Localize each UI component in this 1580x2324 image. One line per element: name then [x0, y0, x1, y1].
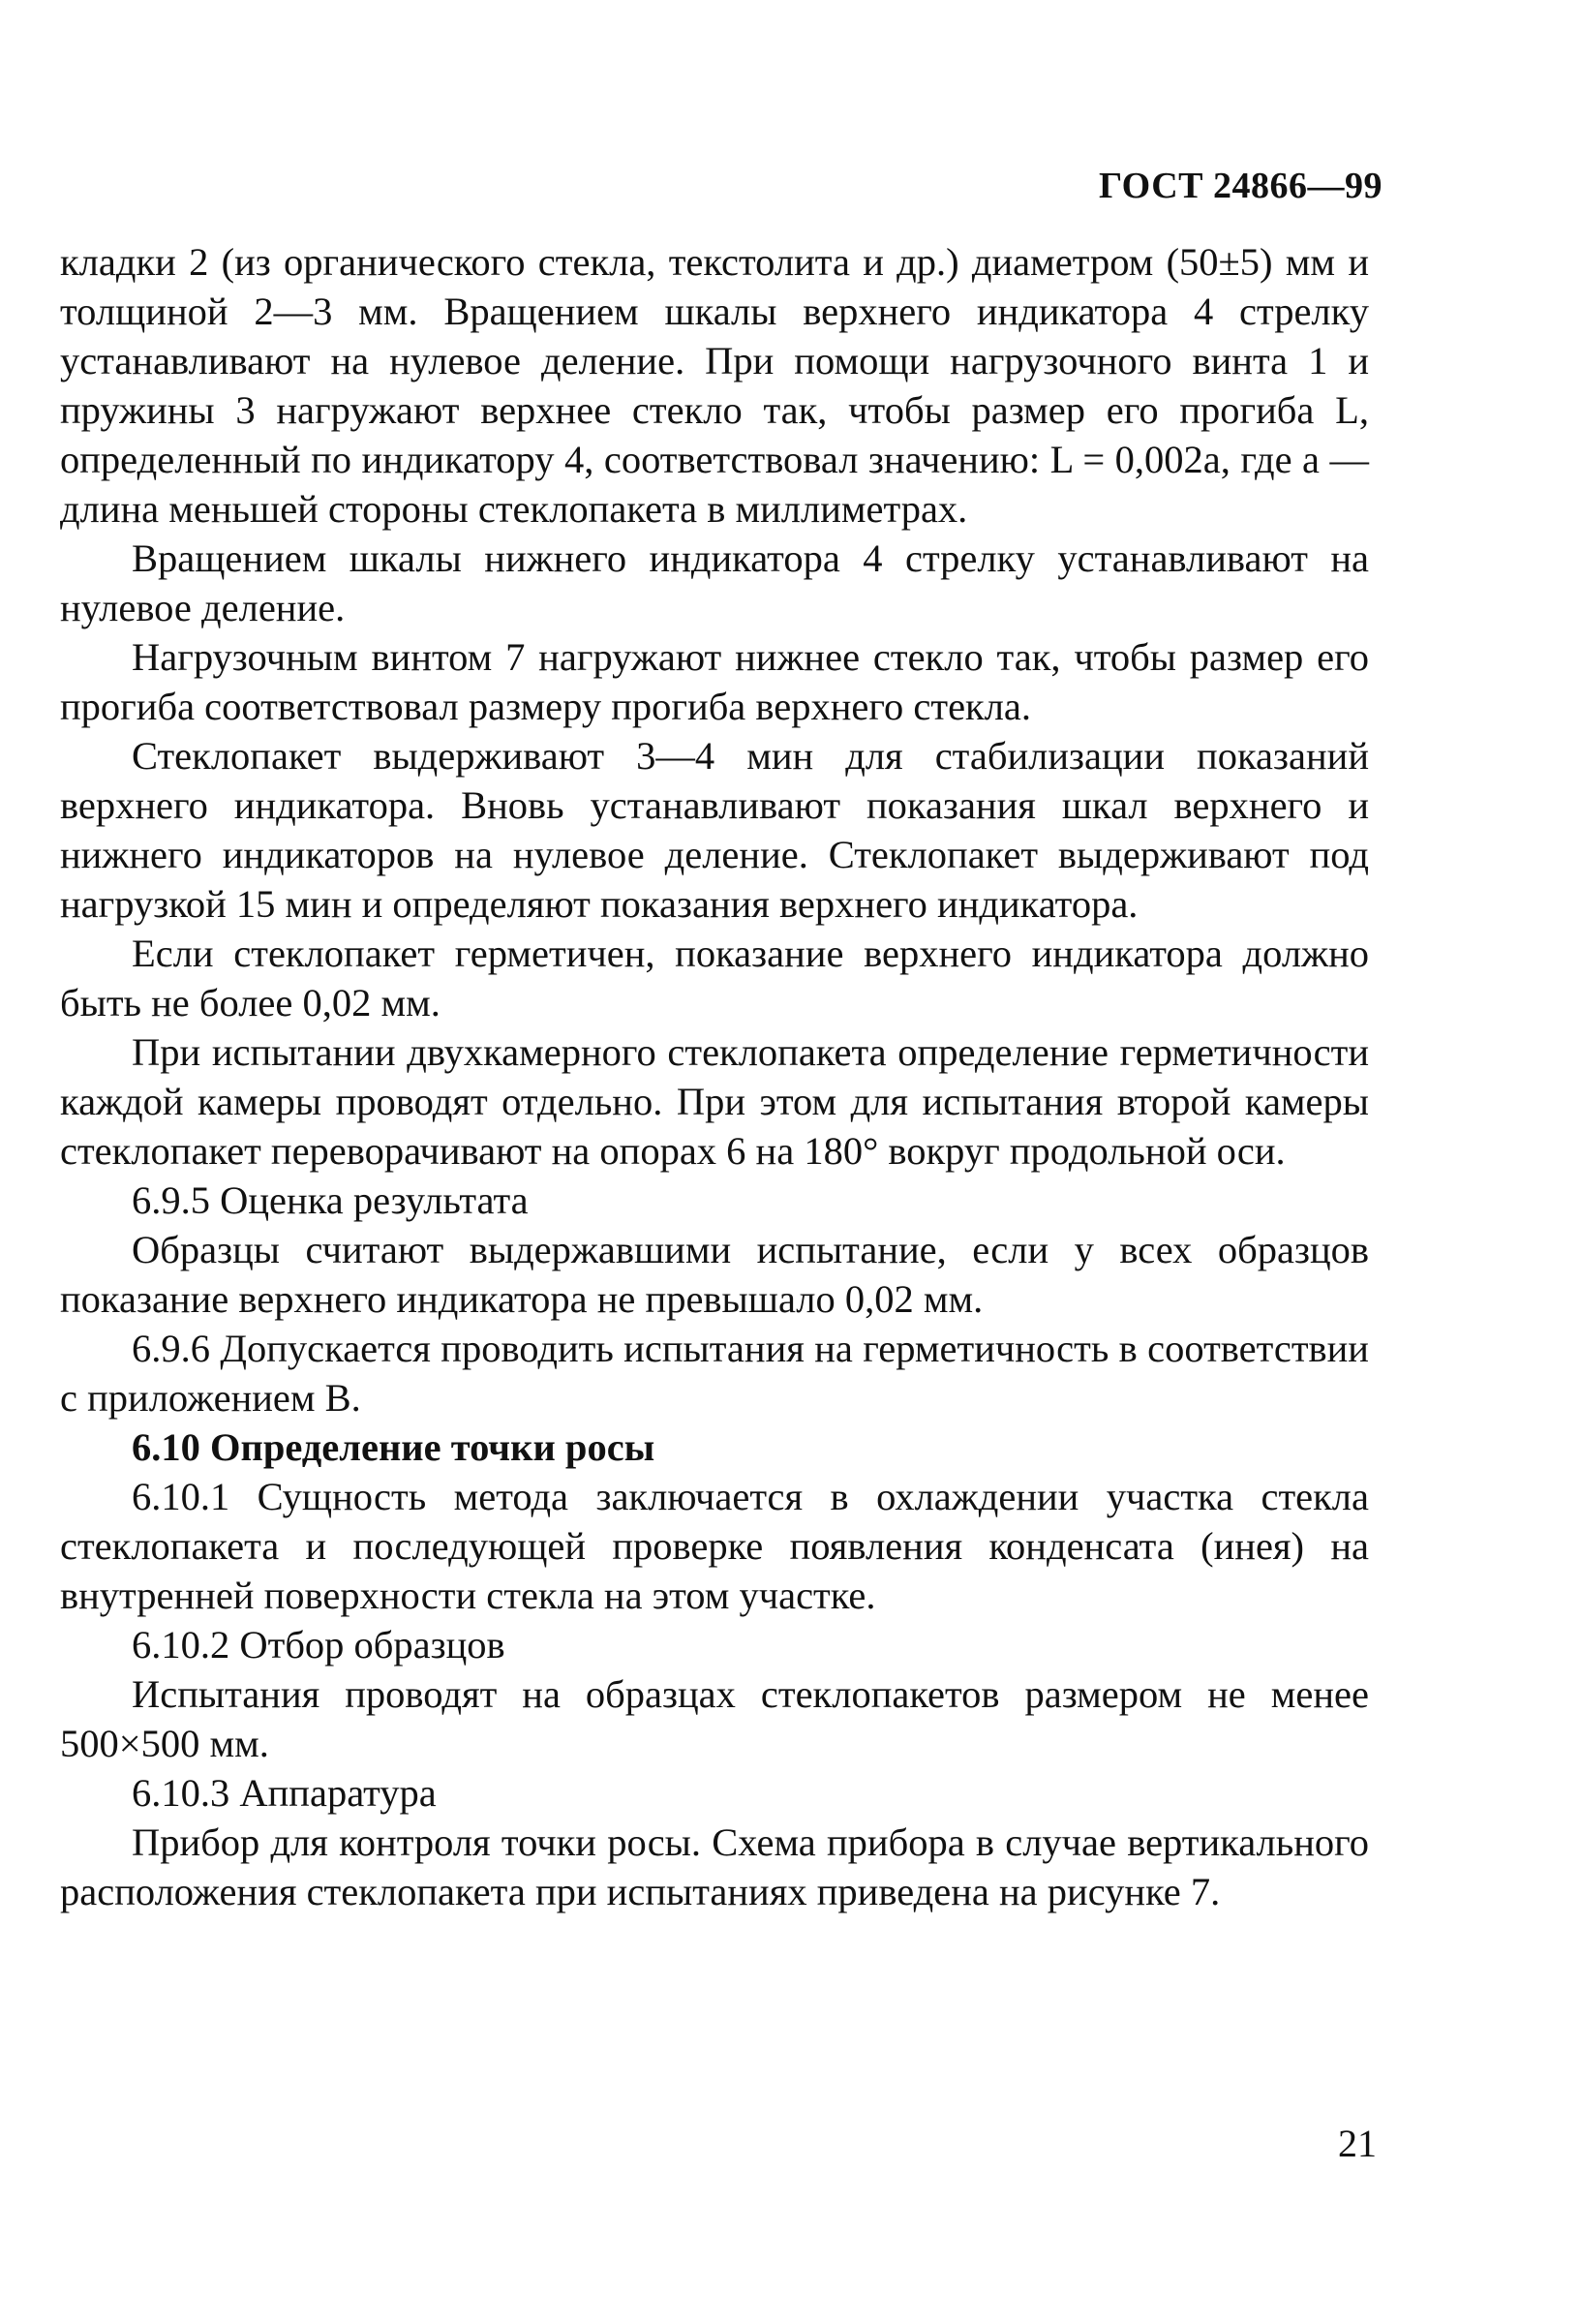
paragraph: При испытании двухкамерного стеклопакета определение герметичности каждой камеры проводят отдельно. При этом для испытания второй камеры стеклопакет переворачивают на опорах 6 на 180° вокруг продольной оси. — [60, 1030, 1369, 1173]
subsection-heading: 6.10.3 Аппаратура — [132, 1771, 437, 1815]
paragraph: Нагрузочным винтом 7 нагружают нижнее стекло так, чтобы размер его прогиба соответствовал размеру прогиба верхнего стекла. — [60, 635, 1369, 728]
paragraph: Если стеклопакет герметичен, показание верхнего индикатора должно быть не более 0,02 мм. — [60, 932, 1369, 1024]
document-body — [60, 237, 1369, 1916]
paragraph: Стеклопакет выдерживают 3—4 мин для стабилизации показаний верхнего индикатора. Вновь устанавливают показания шкал верхнего и нижнего индикаторов на нулевое деление. Стеклопакет выдерживают под нагрузкой 15 мин и определяют показания верхнего индикатора. — [60, 734, 1369, 926]
subsection-heading: 6.10.2 Отбор образцов — [132, 1623, 505, 1667]
paragraph: Прибор для контроля точки росы. Схема прибора в случае вертикального расположения стеклопакета при испытаниях приведена на рисунке 7. — [60, 1820, 1369, 1913]
paragraph: 6.9.6 Допускается проводить испытания на герметичность в соответствии с приложением В. — [60, 1327, 1369, 1420]
section-heading: 6.10 Определение точки росы — [132, 1425, 655, 1469]
document-header: ГОСТ 24866—99 — [1098, 166, 1382, 206]
paragraph: Вращением шкалы нижнего индикатора 4 стрелку устанавливают на нулевое деление. — [60, 536, 1369, 629]
subsection-heading: 6.9.5 Оценка результата — [132, 1178, 529, 1222]
paragraph-continuation: кладки 2 (из органического стекла, текстолита и др.) диаметром (50±5) мм и толщиной 2—3 мм. Вращением шкалы верхнего индикатора 4 стрелку устанавливают на нулевое деление. При помощи нагрузочного винта 1 и пружины 3 нагружают верхнее стекло так, чтобы размер его прогиба L, определенный по индикатору 4, соответствовал значению: L = 0,002a, где a — длина меньшей стороны стеклопакета в миллиметрах. — [60, 240, 1369, 531]
page-number: 21 — [1338, 2122, 1377, 2165]
paragraph: 6.10.1 Сущность метода заключается в охлаждении участка стекла стеклопакета и последующей проверке появления конденсата (инея) на внутренней поверхности стекла на этом участке. — [60, 1475, 1369, 1617]
paragraph: Образцы считают выдержавшими испытание, если у всех образцов показание верхнего индикатора не превышало 0,02 мм. — [60, 1228, 1369, 1321]
paragraph: Испытания проводят на образцах стеклопакетов размером не менее 500×500 мм. — [60, 1672, 1369, 1765]
